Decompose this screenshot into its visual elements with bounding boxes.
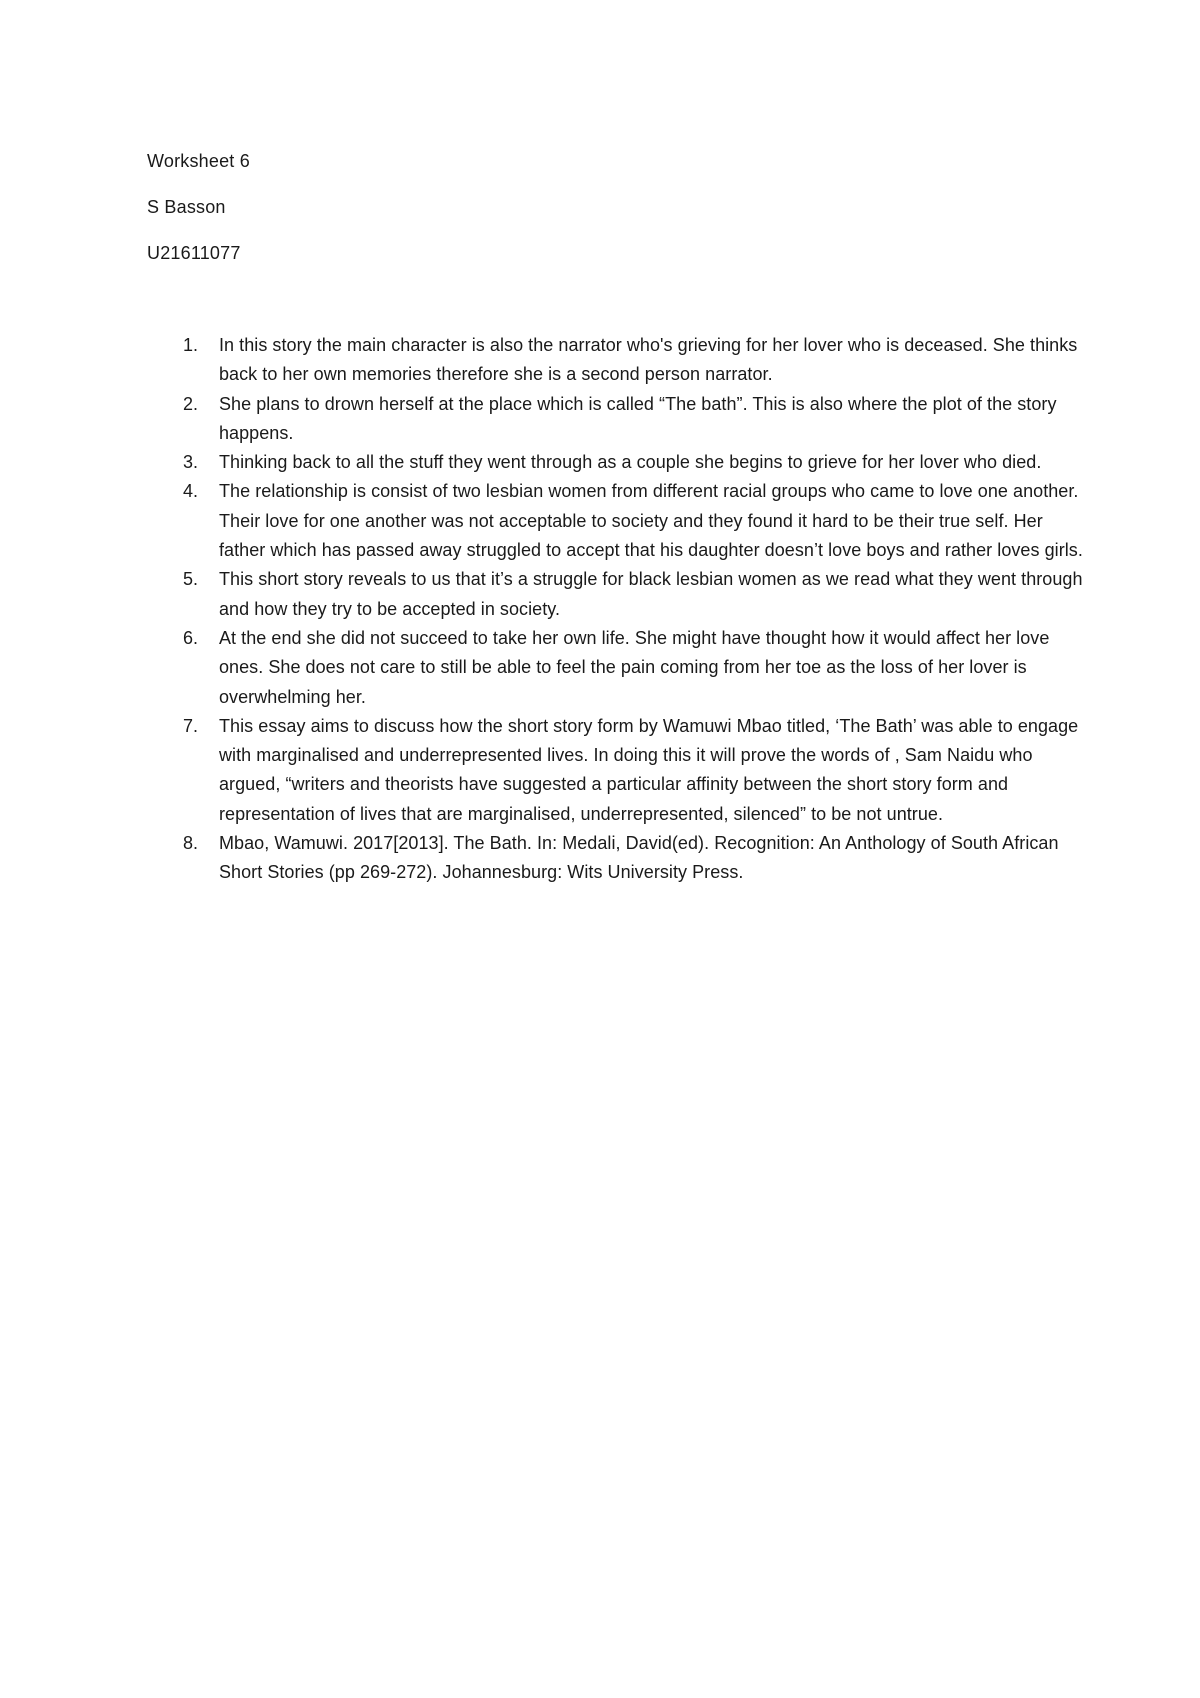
answer-number: 2. (183, 393, 199, 414)
answer-item-5 (183, 565, 1083, 624)
answer-item-3 (183, 448, 1083, 477)
answer-text: She plans to drown herself at the place which is called “The bath”. This is also where the plot of the story happens. (219, 393, 1057, 443)
answer-list (183, 331, 1083, 888)
answer-item-1 (183, 331, 1083, 390)
answer-item-6 (183, 624, 1083, 712)
answer-text: In this story the main character is also the narrator who's grieving for her lover who is deceased. She thinks back to her own memories therefore she is a second person narrator. (219, 335, 1078, 385)
answer-text: Their love for one another was not acceptable to society and they found it hard to be their true self. Her father which has passed away struggled to accept that his daughter doesn’t love boys and rather loves girls. (219, 510, 1083, 561)
student-number: U21611077 (147, 243, 241, 263)
answer-item-4 (183, 477, 1083, 565)
answer-number: 7. (183, 715, 199, 736)
answer-number: 5. (183, 569, 199, 590)
answer-text: This short story reveals to us that it’s a struggle for black lesbian women as we read what they went through and how they try to be accepted in society. (219, 569, 1083, 619)
answer-text: At the end she did not succeed to take her own life. She might have thought how it would affect her love ones. She does not care to still be able to feel the pain coming from her toe as the loss of her lover is overwhelming her. (219, 627, 1050, 707)
answer-item-2 (183, 390, 1083, 449)
answer-text: This essay aims to discuss how the short story form by Wamuwi Mbao titled, ‘The Bath’ was able to engage with marginalised and underrepresented lives. In doing this it will prove the words of , Sam Naidu who argued, “writers and theorists have suggested a particular affinity between the short story form and representation of lives that are marginalised, underrepresented, silenced” to be not untrue. (219, 715, 1079, 824)
answer-number: 3. (183, 452, 199, 473)
answer-number: 4. (183, 481, 199, 502)
answer-number: 1. (183, 335, 199, 355)
answer-text: The relationship is consist of two lesbian women from different racial groups who came to love one another. (219, 481, 1079, 502)
worksheet-title: Worksheet 6 (147, 151, 250, 171)
answer-item-7 (183, 712, 1083, 829)
answer-text: Thinking back to all the stuff they went through as a couple she begins to grieve for her lover who died. (219, 452, 1042, 473)
answer-item-8 (183, 829, 1083, 888)
answer-text: Mbao, Wamuwi. 2017[2013]. The Bath. In: Medali, David(ed). Recognition: An Anthology of South African Short Stories (pp 269-272). Johannesburg: Wits University Press. (219, 833, 1059, 883)
answer-number: 6. (183, 627, 199, 648)
answer-number: 8. (183, 833, 199, 854)
student-name: S Basson (147, 197, 226, 217)
